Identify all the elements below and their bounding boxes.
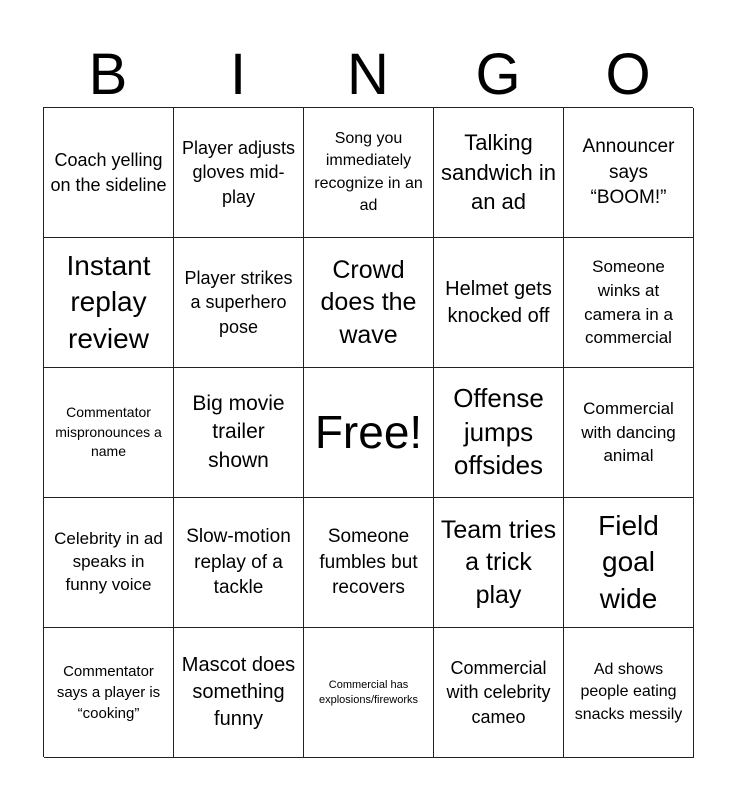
bingo-cell[interactable]	[174, 238, 304, 368]
cell-text: Song you immediately recognize in an ad	[314, 129, 423, 214]
bingo-cell[interactable]	[434, 108, 564, 238]
cell-text: Mascot does something funny	[181, 654, 296, 730]
cell-text: Someone fumbles but recovers	[319, 526, 418, 599]
bingo-cell[interactable]	[174, 368, 304, 498]
bingo-cell[interactable]	[174, 108, 304, 238]
header-letter-b: B	[88, 42, 128, 107]
bingo-cell[interactable]	[174, 498, 304, 628]
cell-text: Commercial has explosions/fireworks	[318, 679, 419, 706]
cell-text: Instant replay review	[66, 249, 151, 354]
header-letter-n: N	[347, 42, 389, 107]
bingo-cell[interactable]	[174, 628, 304, 758]
bingo-cell[interactable]	[304, 628, 434, 758]
cell-text: Field goal wide	[598, 509, 659, 614]
bingo-cell[interactable]	[44, 498, 174, 628]
bingo-cell[interactable]	[304, 498, 434, 628]
bingo-cell[interactable]	[44, 628, 174, 758]
bingo-cell[interactable]	[44, 108, 174, 238]
bingo-cell[interactable]	[564, 628, 694, 758]
cell-text: Talking sandwich in an ad	[441, 129, 556, 215]
cell-text: Commercial with celebrity cameo	[446, 658, 551, 727]
bingo-cell[interactable]	[434, 238, 564, 368]
cell-text: Coach yelling on the sideline	[50, 150, 167, 195]
bingo-cell[interactable]	[434, 368, 564, 498]
cell-text: Helmet gets knocked off	[445, 277, 552, 327]
cell-text: Commentator mispronounces a name	[55, 404, 162, 460]
cell-text: Player strikes a superhero pose	[184, 268, 293, 337]
cell-text: Player adjusts gloves mid-play	[181, 138, 296, 207]
bingo-card-grid	[43, 107, 693, 757]
bingo-cell[interactable]	[434, 628, 564, 758]
cell-text: Commentator says a player is “cooking”	[56, 663, 161, 722]
bingo-cell[interactable]	[564, 368, 694, 498]
cell-text: Ad shows people eating snacks messily	[574, 660, 683, 723]
bingo-cell[interactable]	[564, 498, 694, 628]
bingo-cell[interactable]	[44, 238, 174, 368]
bingo-cell[interactable]	[564, 108, 694, 238]
cell-text: Crowd does the wave	[320, 255, 417, 349]
free-space-text: Free!	[314, 406, 423, 459]
cell-text: Slow-motion replay of a tackle	[186, 526, 291, 599]
free-space-cell[interactable]	[304, 368, 434, 498]
header-letter-g: G	[475, 42, 521, 107]
bingo-cell[interactable]	[434, 498, 564, 628]
header-letter-i: I	[229, 42, 247, 107]
bingo-cell[interactable]	[44, 368, 174, 498]
cell-text: Announcer says “BOOM!”	[582, 136, 675, 209]
bingo-header	[43, 44, 693, 106]
cell-text: Someone winks at camera in a commercial	[584, 256, 673, 348]
cell-text: Commercial with dancing animal	[581, 398, 676, 466]
bingo-cell[interactable]	[304, 238, 434, 368]
cell-text: Big movie trailer shown	[192, 391, 285, 472]
cell-text: Team tries a trick play	[440, 515, 557, 609]
bingo-cell[interactable]	[304, 108, 434, 238]
cell-text: Celebrity in ad speaks in funny voice	[54, 529, 163, 594]
cell-text: Offense jumps offsides	[453, 382, 544, 481]
bingo-cell[interactable]	[564, 238, 694, 368]
header-letter-o: O	[605, 42, 651, 107]
